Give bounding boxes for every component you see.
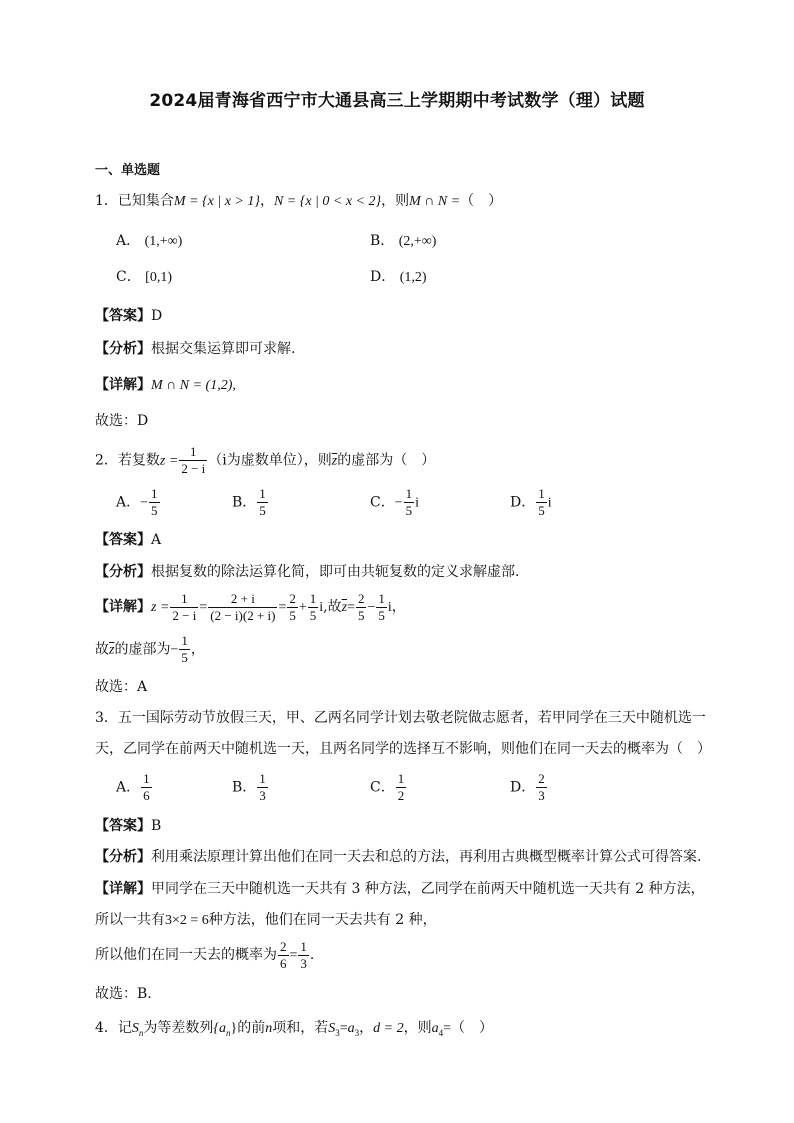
option-label: B． [370,233,395,249]
subscript: 3 [335,1027,340,1038]
fraction-denominator: 3 [300,955,307,971]
fraction [257,487,268,518]
stem-text: 的虚部为（ ） [337,452,436,469]
fraction-numerator: 1 [405,486,413,501]
stem-text: 若复数 [117,452,160,469]
question-number: 3． [95,710,118,726]
option-value: (2,+∞) [398,234,437,249]
var-z: z = [151,600,170,615]
fraction [308,592,319,623]
option-a [116,487,161,519]
fraction-numerator: 2 [280,938,287,954]
equals: = [289,948,298,963]
answer-paren: （ ） [451,1020,494,1036]
fraction-numerator: 1 [538,486,545,501]
conclusion-line: 故选：B. [95,986,152,1002]
fraction [356,592,367,623]
stem-text: ， [391,599,406,615]
option-a [116,772,153,803]
fraction [278,940,289,971]
term-a: a [431,1021,439,1036]
fraction-denominator: 5 [309,607,317,623]
fraction-denominator: 6 [280,955,287,971]
fraction [287,592,298,623]
fraction-numerator: 2 [538,771,545,786]
fraction-numerator: 1 [151,486,158,501]
equals: = [278,600,287,615]
intersection-expr: M ∩ N = [409,194,461,209]
subscript: n [226,1027,231,1038]
fraction [170,592,198,623]
fraction-numerator: 2 [357,590,365,606]
page-title: 2024届青海省西宁市大通县高三上学期期中考试数学（理）试题 [149,91,645,111]
option-d [510,772,548,803]
common-difference: d = 2 [373,1021,404,1036]
brace: } [230,1021,238,1036]
imaginary-unit: i [387,600,392,615]
option-label: A． [116,494,141,511]
conclusion-line: 故选：A [95,679,148,695]
fraction-numerator: 2 [289,590,296,606]
answer-value: D [151,308,163,324]
imaginary-unit: i [319,600,324,615]
section-heading: 一、单选题 [95,163,161,178]
fraction [257,772,268,803]
fraction [149,487,160,518]
conjugate-z: $\overline{z}$ [341,600,348,615]
fraction-numerator: 1 [259,486,266,501]
fraction-denominator: 3 [259,788,266,803]
fraction-denominator: 3 [538,788,545,803]
set-m: M = {x | x > 1} [173,194,260,209]
option-value: (1,+∞) [144,234,183,249]
stem-text: ， [359,1020,374,1036]
detail-tag: 【详解】 [95,881,151,897]
detail-line-3 [95,939,314,972]
stem-text: ，则 [381,193,410,209]
var-n: n [265,1021,273,1036]
fraction [298,940,309,971]
option-d [510,487,552,519]
fraction-denominator: 5 [289,607,296,623]
fraction-denominator: 5 [151,503,158,518]
question-4-stem [95,1019,493,1042]
fraction [376,592,387,623]
fraction-denominator: 5 [405,503,413,518]
stem-text: . [309,947,315,963]
fraction-numerator: 1 [179,445,207,461]
option-a [116,232,182,251]
option-suffix: i [415,495,420,511]
fraction [396,772,407,803]
question-3-stem-cont: 天，乙同学在前两天中随机选一天，且两名同学的选择互不影响，则他们在同一天去的概率为（ ） [95,741,711,757]
set-n: N = {x | 0 < x < 2} [273,194,382,209]
question-2-stem [95,445,435,477]
fraction [179,445,207,476]
fraction-denominator: 5 [259,503,266,518]
option-sign: − [140,495,149,511]
stem-text: 记 [117,1020,132,1036]
detail-expr: M ∩ N = (1,2), [151,378,236,393]
answer-tag: 【答案】 [95,532,151,548]
fraction-numerator: 2 + i [208,592,277,608]
question-number: 1． [95,193,118,209]
option-sign: − [394,495,403,511]
fraction [208,592,277,623]
option-b [232,772,269,803]
stem-text: 已知集合 [117,193,174,209]
fraction [141,772,152,803]
question-1-stem [95,192,502,211]
fraction [179,634,190,665]
option-label: A． [116,233,141,249]
fraction [536,487,547,518]
option-label: B． [232,494,257,511]
fraction-denominator: 5 [378,607,385,623]
stem-text: ,故 [323,599,342,615]
fraction-numerator: 1 [309,590,317,606]
analysis-line [95,340,295,358]
equals: = [347,600,355,615]
question-number: 2． [95,452,118,469]
option-b [370,232,436,251]
var-z: z = [159,453,179,469]
detail-tag: 【详解】 [95,377,151,393]
option-d [370,268,427,287]
math-expr: 3×2 = 6 [165,913,209,928]
option-c [116,268,172,287]
analysis-text: 根据交集运算即可求解. [151,341,296,357]
option-label: D． [510,779,536,796]
stem-text: ， [190,641,205,658]
conjugate-z: $\overline{z}$ [109,642,115,658]
fraction-denominator: 5 [181,650,188,665]
stem-text: 故 [95,641,109,658]
stem-text: 所以一共有 [95,912,165,928]
equals: = [199,600,208,615]
equals: = [443,1021,452,1036]
term-a: a [347,1021,355,1036]
stem-text: 的前 [237,1020,266,1036]
option-b [232,487,269,519]
answer-value: B [151,818,162,834]
option-value: [0,1) [145,270,172,285]
detail-line [95,591,406,624]
conclusion-line: 故选：D [95,413,149,429]
stem-text: 项和，若 [272,1020,329,1036]
stem-text: （i为虚数单位），则 [208,452,332,469]
fraction-numerator: 1 [143,771,150,786]
option-value: (1,2) [399,270,427,285]
analysis-text: 利用乘法原理计算出他们在同一天去和总的方法，再利用古典概型概率计算公式可得答案. [151,849,702,865]
stem-text: 种方法，他们在同一天去共有 2 种， [208,912,437,928]
option-label: D． [370,269,396,285]
fraction-denominator: 2 [397,788,405,803]
option-label: B． [232,779,257,796]
equals: = [339,1021,348,1036]
option-c [370,487,419,519]
stem-text: 所以他们在同一天去的概率为 [95,947,277,963]
fraction-denominator: 6 [143,788,150,803]
analysis-tag: 【分析】 [95,849,151,865]
detail-line-2 [95,634,205,666]
option-c [370,772,407,803]
analysis-tag: 【分析】 [95,341,151,357]
fraction-numerator: 1 [300,938,307,954]
answer-tag: 【答案】 [95,308,151,324]
stem-text: 为等差数列 [143,1020,214,1036]
subscript: n [138,1027,144,1038]
option-label: C． [370,779,395,796]
fraction-denominator: 5 [357,607,365,623]
analysis-text: 根据复数的除法运算化简，即可由共轭复数的定义求解虚部. [151,564,520,580]
option-label: D． [510,494,536,511]
fraction-numerator: 1 [259,771,266,786]
fraction-denominator: (2 − i)(2 + i) [210,607,276,623]
fraction-denominator: 5 [538,503,545,518]
answer-paren: （ ） [460,193,503,209]
fraction [404,487,415,518]
stem-text: ， [259,193,274,209]
subscript: 4 [438,1027,444,1038]
subscript: 3 [354,1027,360,1038]
answer-line [95,531,161,549]
stem-text: 五一国际劳动节放假三天，甲、乙两名同学计划去敬老院做志愿者，若甲同学在三天中随机选一 [117,710,706,726]
answer-line [95,307,162,325]
fraction [536,772,547,803]
detail-line [95,880,705,898]
detail-line-2 [95,911,437,930]
answer-line [95,817,161,835]
detail-line [95,376,236,395]
sequence: {a [213,1021,227,1036]
detail-tag: 【详解】 [95,599,151,615]
option-label: C． [370,494,395,511]
option-suffix: i [547,495,552,511]
fraction-denominator: 2 − i [172,607,197,623]
plus: + [298,600,307,615]
stem-text: ，则 [403,1020,432,1036]
question-3-stem [95,709,706,727]
detail-text: 甲同学在三天中随机选一天共有 3 种方法，乙同学在前两天中随机选一天共有 2 种方法， [151,881,705,897]
option-label: C． [116,269,141,285]
analysis-tag: 【分析】 [95,564,151,580]
minus: − [367,600,376,615]
answer-tag: 【答案】 [95,818,151,834]
sum-s: S [328,1021,336,1036]
fraction-numerator: 1 [181,633,188,648]
stem-text: 的虚部为 [114,641,171,658]
answer-value: A [151,532,162,548]
option-label: A． [116,779,141,796]
fraction-denominator: 2 − i [181,461,206,476]
fraction-numerator: 1 [397,771,405,786]
analysis-line [95,848,701,866]
question-number: 4． [95,1020,118,1036]
conjugate-z: $\overline{z}$ [331,453,338,469]
sum-s: S [131,1021,139,1036]
fraction-numerator: 1 [170,592,198,608]
minus: − [170,642,179,658]
fraction-numerator: 1 [378,590,385,606]
analysis-line [95,563,519,581]
